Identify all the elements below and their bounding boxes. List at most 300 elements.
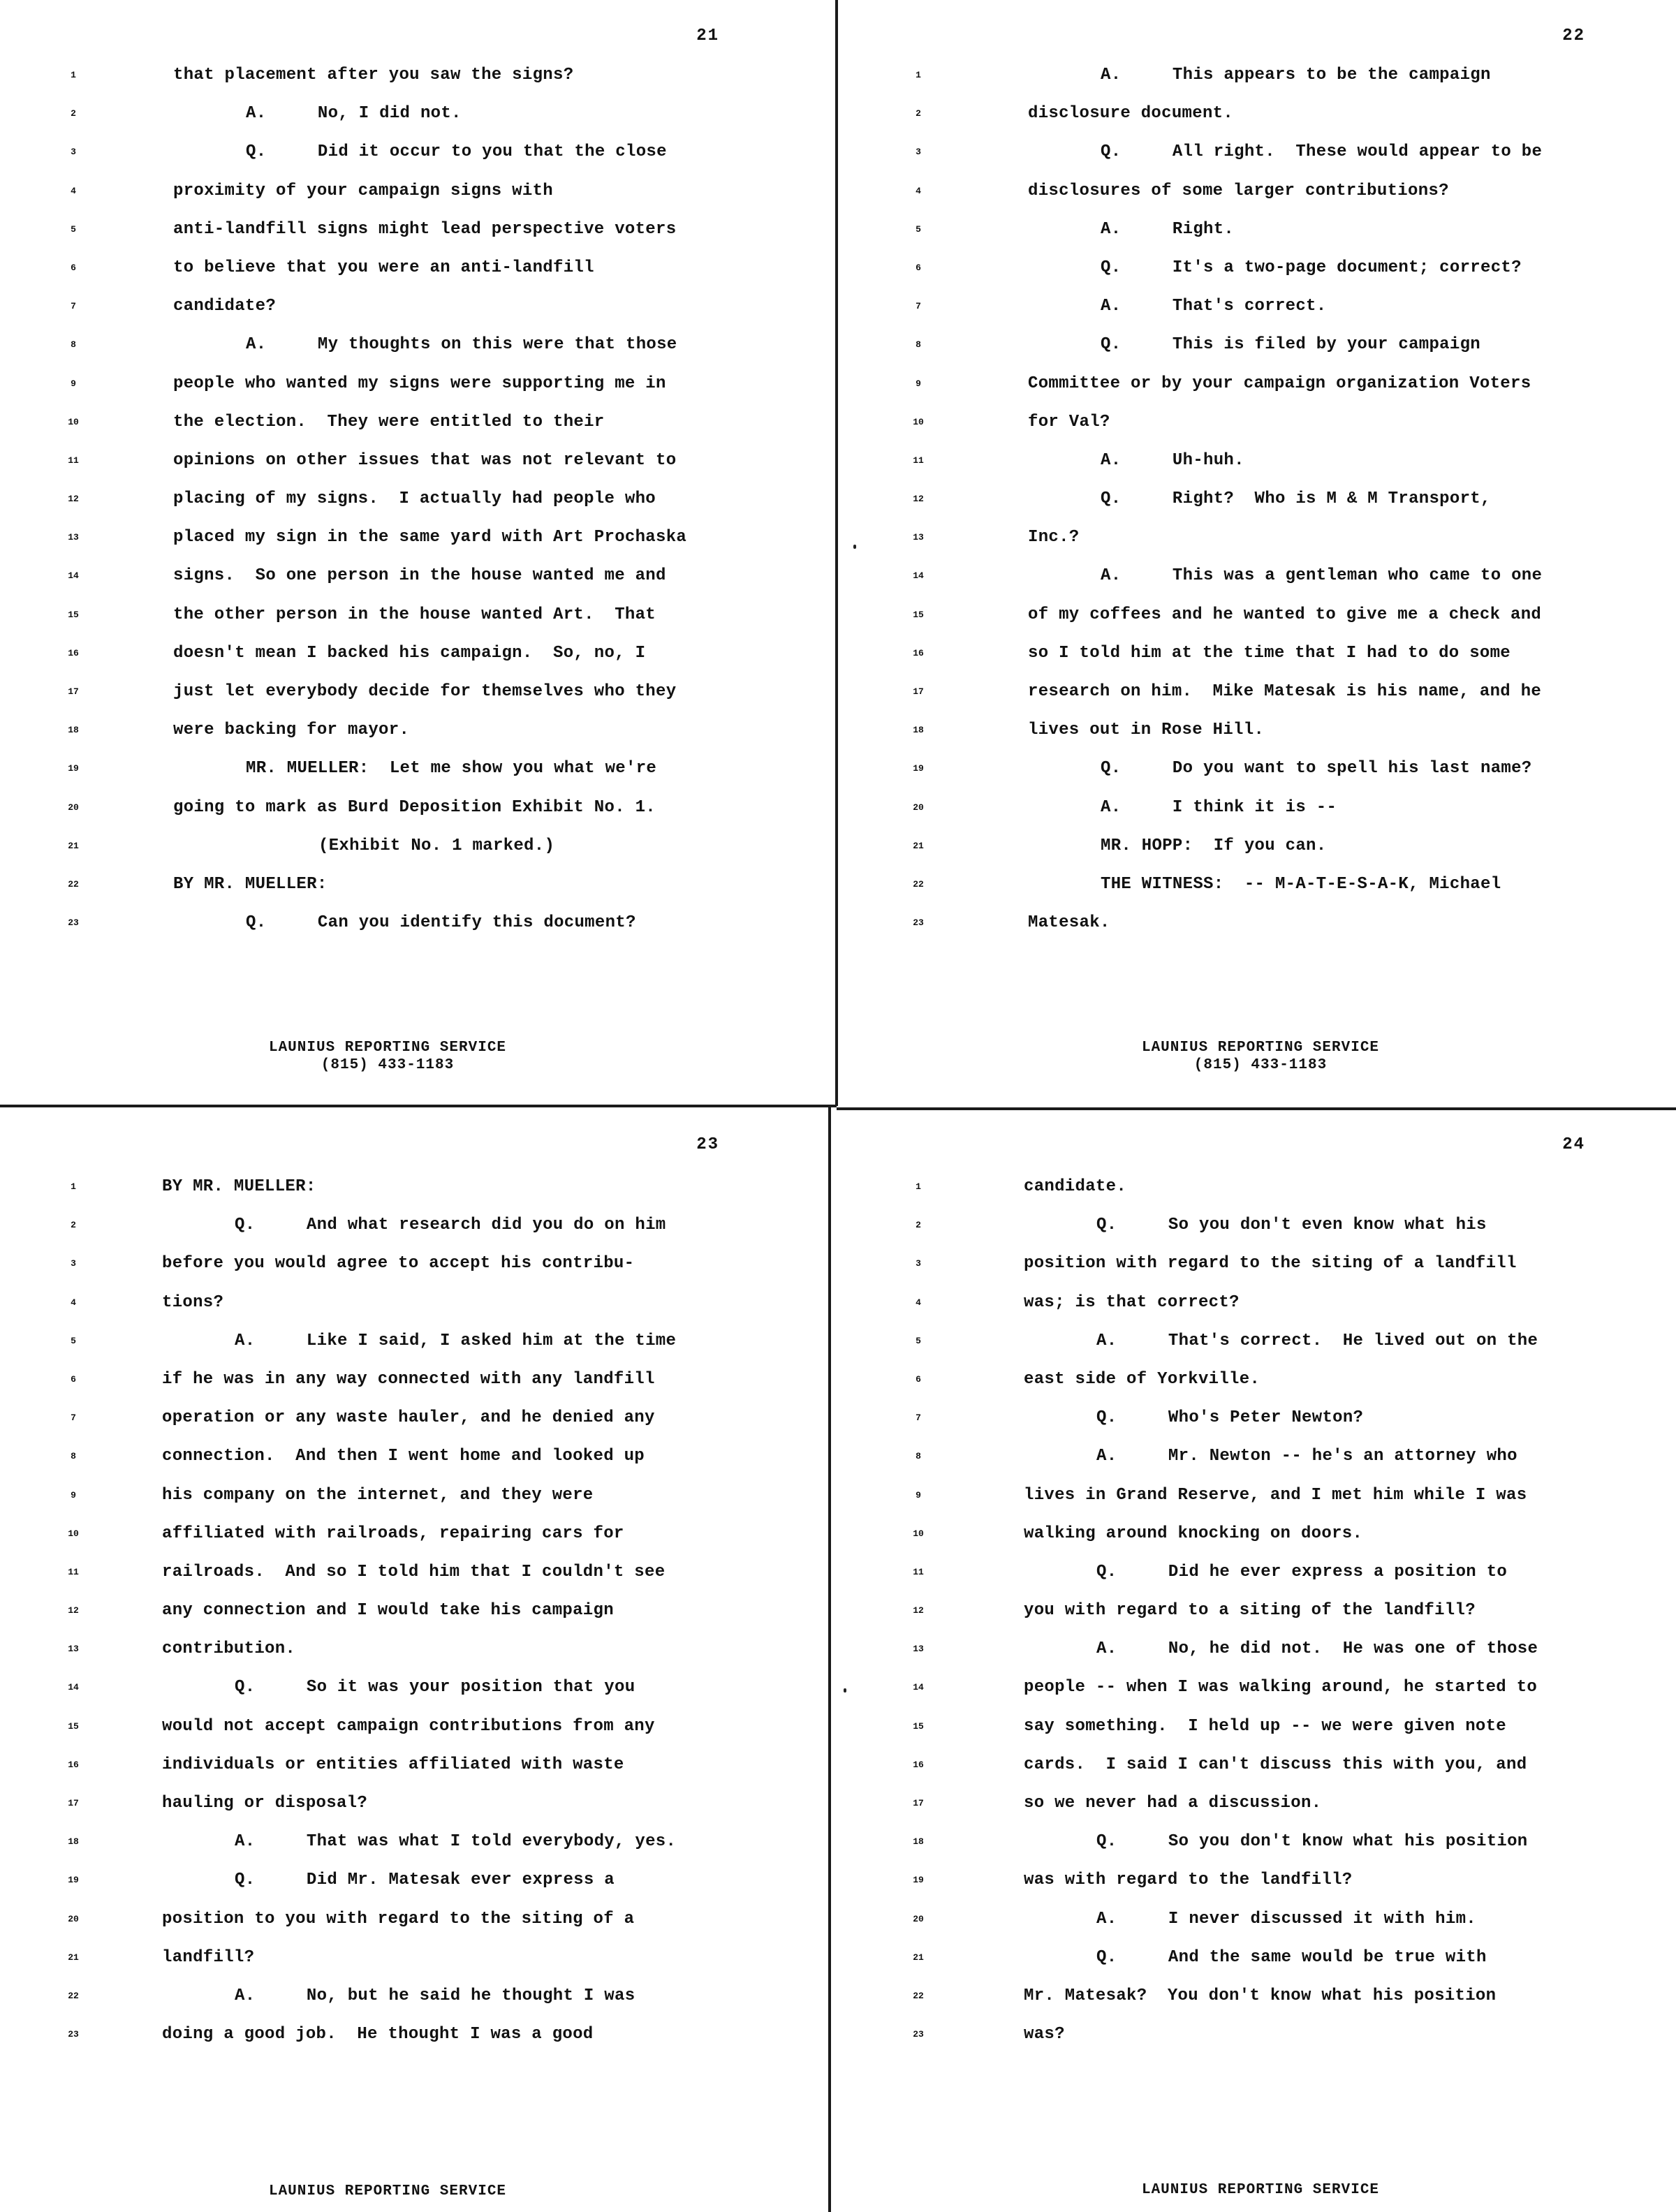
line-text: for Val? bbox=[1028, 412, 1110, 432]
transcript-line bbox=[845, 721, 1676, 759]
transcript-line bbox=[845, 1832, 1676, 1871]
line-number: 11 bbox=[913, 455, 924, 466]
line-text: candidate? bbox=[173, 297, 277, 316]
transcript-line bbox=[845, 66, 1676, 104]
line-number: 18 bbox=[913, 725, 924, 736]
line-text: the other person in the house wanted Art. That bbox=[173, 605, 656, 624]
line-text: Q. Can you identify this document? bbox=[246, 913, 636, 933]
line-text: MR. MUELLER: Let me show you what we're bbox=[246, 759, 657, 779]
transcript-page-22 bbox=[845, 0, 1676, 1103]
line-text: MR. HOPP: If you can. bbox=[1101, 836, 1327, 855]
line-number: 8 bbox=[916, 339, 921, 351]
line-text: Q. It's a two-page document; correct? bbox=[1101, 258, 1522, 277]
transcript-line bbox=[845, 1370, 1676, 1408]
line-number: 18 bbox=[68, 1836, 79, 1848]
transcript-line bbox=[845, 451, 1676, 489]
line-text: people -- when I was walking around, he started to bbox=[1024, 1678, 1538, 1697]
line-number: 10 bbox=[913, 416, 924, 427]
transcript-line bbox=[845, 413, 1676, 451]
line-text: would not accept campaign contributions from any bbox=[162, 1716, 655, 1736]
transcript-line bbox=[0, 1563, 831, 1601]
line-number: 17 bbox=[68, 686, 79, 697]
reporter-footer bbox=[845, 2181, 1676, 2199]
line-text: to believe that you were an anti-landfill bbox=[173, 258, 594, 277]
line-text: A. This appears to be the campaign bbox=[1101, 66, 1491, 84]
line-number: 22 bbox=[913, 1990, 924, 2001]
line-number: 9 bbox=[916, 378, 921, 389]
transcript-line bbox=[0, 1408, 831, 1447]
transcript-line bbox=[0, 258, 831, 297]
transcript-line bbox=[0, 1293, 831, 1332]
line-number: 4 bbox=[71, 185, 76, 196]
line-number: 5 bbox=[71, 1335, 76, 1346]
line-text: Q. So it was your position that you bbox=[235, 1678, 635, 1697]
line-text: placed my sign in the same yard with Art Prochaska bbox=[173, 528, 687, 547]
line-text: Q. Did it occur to you that the close bbox=[246, 142, 667, 162]
line-number: 15 bbox=[68, 1720, 79, 1732]
transcript-line bbox=[0, 1177, 831, 1216]
line-number: 8 bbox=[71, 339, 76, 351]
line-number: 12 bbox=[68, 1605, 79, 1616]
transcript-lines bbox=[845, 66, 1676, 952]
line-number: 12 bbox=[68, 494, 79, 505]
line-number: 21 bbox=[68, 1952, 79, 1963]
line-text: say something. I held up -- we were given note bbox=[1024, 1716, 1507, 1736]
line-text: Q. And what research did you do on him bbox=[235, 1216, 666, 1235]
transcript-line bbox=[0, 1601, 831, 1639]
transcript-line bbox=[0, 1986, 831, 2025]
transcript-page-24 bbox=[845, 1109, 1676, 2212]
line-number: 16 bbox=[913, 647, 924, 658]
transcript-line bbox=[0, 528, 831, 566]
line-number: 11 bbox=[68, 1566, 79, 1577]
line-number: 10 bbox=[68, 1528, 79, 1539]
line-text: lives out in Rose Hill. bbox=[1028, 721, 1265, 740]
transcript-line bbox=[845, 913, 1676, 952]
horizontal-divider-left bbox=[0, 1105, 837, 1107]
reporter-name: LAUNIUS REPORTING SERVICE bbox=[268, 2183, 507, 2199]
transcript-line bbox=[0, 566, 831, 605]
transcript-line bbox=[845, 1408, 1676, 1447]
reporter-phone: (815) 433-1183 bbox=[1193, 1057, 1328, 1073]
transcript-line bbox=[845, 104, 1676, 142]
line-text: A. Uh-huh. bbox=[1101, 450, 1244, 470]
line-number: 8 bbox=[916, 1451, 921, 1462]
line-number: 16 bbox=[68, 647, 79, 658]
line-text: was? bbox=[1024, 2025, 1065, 2044]
transcript-line bbox=[0, 66, 831, 104]
line-text: his company on the internet, and they were bbox=[162, 1485, 594, 1505]
line-number: 1 bbox=[71, 70, 76, 80]
line-text: railroads. And so I told him that I couldn't see bbox=[162, 1562, 666, 1581]
transcript-line bbox=[0, 1524, 831, 1563]
transcript-line bbox=[845, 1563, 1676, 1601]
line-text: affiliated with railroads, repairing cars for bbox=[162, 1524, 624, 1543]
transcript-line bbox=[845, 220, 1676, 258]
transcript-line bbox=[845, 605, 1676, 644]
line-number: 2 bbox=[71, 1220, 76, 1231]
line-number: 1 bbox=[916, 70, 921, 80]
line-text: Inc.? bbox=[1028, 528, 1080, 547]
transcript-line bbox=[845, 297, 1676, 335]
line-text: was with regard to the landfill? bbox=[1024, 1871, 1353, 1890]
line-number: 22 bbox=[913, 878, 924, 890]
line-text: candidate. bbox=[1024, 1177, 1127, 1196]
transcript-line bbox=[0, 836, 831, 875]
transcript-line bbox=[845, 1254, 1676, 1292]
line-text: Q. All right. These would appear to be bbox=[1101, 142, 1543, 162]
line-text: A. No, he did not. He was one of those bbox=[1096, 1639, 1538, 1659]
line-text: doing a good job. He thought I was a good bbox=[162, 2025, 594, 2044]
line-number: 6 bbox=[71, 1373, 76, 1385]
line-text: position to you with regard to the siting of a bbox=[162, 1909, 635, 1929]
line-number: 2 bbox=[916, 108, 921, 119]
line-number: 3 bbox=[916, 147, 921, 158]
transcript-line bbox=[0, 451, 831, 489]
transcript-lines bbox=[0, 1177, 831, 2063]
line-text: Q. Did he ever express a position to bbox=[1096, 1562, 1508, 1581]
transcript-line bbox=[845, 1948, 1676, 1986]
line-text: placing of my signs. I actually had people who bbox=[173, 489, 656, 509]
line-number: 17 bbox=[913, 1798, 924, 1808]
transcript-line bbox=[845, 528, 1676, 566]
line-number: 1 bbox=[916, 1181, 921, 1192]
line-text: going to mark as Burd Deposition Exhibit No. 1. bbox=[173, 797, 656, 817]
transcript-line bbox=[845, 335, 1676, 374]
line-number: 6 bbox=[916, 262, 921, 273]
transcript-page-23 bbox=[0, 1109, 831, 2212]
transcript-line bbox=[0, 644, 831, 682]
transcript-line bbox=[0, 1871, 831, 1909]
line-text: A. That's correct. bbox=[1101, 297, 1327, 316]
line-number: 20 bbox=[913, 1913, 924, 1924]
transcript-line bbox=[0, 335, 831, 374]
reporter-name: LAUNIUS REPORTING SERVICE bbox=[268, 1040, 507, 1056]
page-number: 23 bbox=[696, 1135, 719, 1154]
line-number: 21 bbox=[68, 840, 79, 851]
line-number: 23 bbox=[913, 2029, 924, 2040]
line-text: BY MR. MUELLER: bbox=[162, 1177, 316, 1196]
transcript-line bbox=[845, 1871, 1676, 1909]
line-text: Q. This is filed by your campaign bbox=[1101, 335, 1480, 355]
transcript-line bbox=[0, 220, 831, 258]
transcript-line bbox=[845, 644, 1676, 682]
line-text: hauling or disposal? bbox=[162, 1794, 368, 1813]
line-text: doesn't mean I backed his campaign. So, no, I bbox=[173, 643, 646, 663]
transcript-line bbox=[0, 1948, 831, 1986]
line-number: 4 bbox=[916, 1297, 921, 1308]
line-number: 3 bbox=[71, 147, 76, 158]
line-number: 14 bbox=[913, 570, 924, 582]
transcript-line bbox=[845, 1755, 1676, 1794]
transcript-line bbox=[0, 1486, 831, 1524]
line-number: 23 bbox=[913, 917, 924, 929]
line-number: 23 bbox=[68, 2029, 79, 2040]
line-text: A. Mr. Newton -- he's an attorney who bbox=[1096, 1447, 1517, 1466]
line-number: 12 bbox=[913, 1605, 924, 1616]
line-text: so I told him at the time that I had to do some bbox=[1028, 643, 1511, 663]
line-number: 1 bbox=[71, 1181, 76, 1192]
transcript-line bbox=[0, 1910, 831, 1948]
transcript-line bbox=[845, 1524, 1676, 1563]
line-number: 10 bbox=[68, 416, 79, 427]
line-number: 19 bbox=[68, 763, 79, 774]
transcript-line bbox=[845, 489, 1676, 528]
transcript-line bbox=[0, 1794, 831, 1832]
line-text: A. Right. bbox=[1101, 219, 1235, 239]
line-text: A. No, I did not. bbox=[246, 104, 462, 124]
line-number: 21 bbox=[913, 1952, 924, 1963]
line-number: 22 bbox=[68, 1990, 79, 2001]
line-text: Q. Who's Peter Newton? bbox=[1096, 1408, 1364, 1428]
line-number: 13 bbox=[913, 532, 924, 543]
line-number: 4 bbox=[916, 185, 921, 196]
line-number: 18 bbox=[913, 1836, 924, 1848]
line-number: 9 bbox=[71, 378, 76, 389]
transcript-line bbox=[845, 1332, 1676, 1370]
line-text: the election. They were entitled to their bbox=[173, 412, 605, 432]
transcript-line bbox=[0, 798, 831, 836]
line-number: 7 bbox=[916, 1413, 921, 1424]
transcript-line bbox=[845, 1447, 1676, 1485]
line-text: tions? bbox=[162, 1292, 224, 1312]
line-text: A. I never discussed it with him. bbox=[1096, 1909, 1476, 1929]
line-number: 5 bbox=[71, 223, 76, 235]
transcript-line bbox=[845, 2025, 1676, 2063]
line-text: just let everybody decide for themselves who they bbox=[173, 682, 677, 701]
transcript-line bbox=[845, 1794, 1676, 1832]
line-number: 5 bbox=[916, 1335, 921, 1346]
line-text: anti-landfill signs might lead perspective voters bbox=[173, 219, 677, 239]
vertical-divider-top bbox=[835, 0, 838, 1106]
line-text: any connection and I would take his campaign bbox=[162, 1601, 614, 1621]
transcript-line bbox=[0, 2025, 831, 2063]
transcript-line bbox=[845, 182, 1676, 220]
line-number: 14 bbox=[68, 1682, 79, 1693]
transcript-line bbox=[0, 1447, 831, 1485]
transcript-line bbox=[0, 1832, 831, 1871]
transcript-line bbox=[845, 1986, 1676, 2025]
line-number: 2 bbox=[916, 1220, 921, 1231]
line-number: 14 bbox=[68, 570, 79, 582]
page-number: 24 bbox=[1562, 1135, 1585, 1154]
line-text: walking around knocking on doors. bbox=[1024, 1524, 1363, 1543]
line-text: A. My thoughts on this were that those bbox=[246, 335, 677, 355]
line-text: A. I think it is -- bbox=[1101, 797, 1337, 817]
line-number: 11 bbox=[913, 1566, 924, 1577]
line-number: 13 bbox=[68, 1644, 79, 1655]
line-text: A. No, but he said he thought I was bbox=[235, 1986, 635, 2005]
line-text: opinions on other issues that was not relevant to bbox=[173, 450, 677, 470]
line-number: 7 bbox=[71, 1413, 76, 1424]
transcript-line bbox=[0, 875, 831, 913]
transcript-line bbox=[0, 142, 831, 181]
line-number: 23 bbox=[68, 917, 79, 929]
transcript-line bbox=[0, 1639, 831, 1678]
line-number: 21 bbox=[913, 840, 924, 851]
transcript-line bbox=[845, 374, 1676, 413]
line-text: signs. So one person in the house wanted me and bbox=[173, 566, 666, 586]
transcript-line bbox=[0, 1254, 831, 1292]
reporter-phone: (815) 433-1183 bbox=[321, 1057, 455, 1073]
line-number: 15 bbox=[913, 609, 924, 620]
line-text: Q. So you don't know what his position bbox=[1096, 1832, 1528, 1852]
line-number: 13 bbox=[913, 1644, 924, 1655]
transcript-line bbox=[845, 798, 1676, 836]
line-text: Q. And the same would be true with bbox=[1096, 1947, 1487, 1967]
transcript-line bbox=[0, 721, 831, 759]
line-number: 13 bbox=[68, 532, 79, 543]
transcript-line bbox=[0, 1370, 831, 1408]
line-number: 6 bbox=[916, 1373, 921, 1385]
transcript-line bbox=[0, 489, 831, 528]
transcript-line bbox=[0, 1678, 831, 1716]
line-text: lives in Grand Reserve, and I met him while I was bbox=[1024, 1485, 1527, 1505]
line-text: cards. I said I can't discuss this with you, and bbox=[1024, 1755, 1527, 1774]
line-number: 6 bbox=[71, 262, 76, 273]
transcript-line bbox=[845, 1486, 1676, 1524]
transcript-line bbox=[0, 104, 831, 142]
line-number: 22 bbox=[68, 878, 79, 890]
transcript-line bbox=[0, 374, 831, 413]
line-number: 8 bbox=[71, 1451, 76, 1462]
line-number: 10 bbox=[913, 1528, 924, 1539]
transcript-lines bbox=[845, 1177, 1676, 2063]
page-number: 22 bbox=[1562, 27, 1585, 45]
transcript-line bbox=[845, 1177, 1676, 1216]
line-text: contribution. bbox=[162, 1639, 296, 1659]
line-text: A. Like I said, I asked him at the time bbox=[235, 1331, 677, 1350]
transcript-line bbox=[0, 1332, 831, 1370]
line-number: 19 bbox=[913, 1875, 924, 1886]
transcript-line bbox=[0, 413, 831, 451]
line-text: before you would agree to accept his contribu- bbox=[162, 1254, 635, 1274]
line-text: individuals or entities affiliated with waste bbox=[162, 1755, 624, 1774]
line-number: 20 bbox=[68, 802, 79, 813]
reporter-name: LAUNIUS REPORTING SERVICE bbox=[1141, 2182, 1380, 2198]
line-text: landfill? bbox=[162, 1947, 255, 1967]
transcript-line bbox=[0, 759, 831, 797]
line-text: disclosures of some larger contributions? bbox=[1028, 181, 1449, 200]
reporter-footer bbox=[845, 1039, 1676, 1074]
transcript-line bbox=[0, 913, 831, 952]
line-text: A. This was a gentleman who came to one bbox=[1101, 566, 1543, 586]
transcript-line bbox=[0, 682, 831, 721]
transcript-lines bbox=[0, 66, 831, 952]
line-text: so we never had a discussion. bbox=[1024, 1794, 1322, 1813]
transcript-line bbox=[845, 566, 1676, 605]
line-number: 7 bbox=[916, 301, 921, 312]
line-text: you with regard to a siting of the landfill? bbox=[1024, 1601, 1476, 1621]
line-number: 12 bbox=[913, 494, 924, 505]
line-text: THE WITNESS: -- M-A-T-E-S-A-K, Michael bbox=[1101, 874, 1501, 894]
transcript-line bbox=[845, 1639, 1676, 1678]
line-number: 19 bbox=[68, 1875, 79, 1886]
transcript-line bbox=[845, 258, 1676, 297]
line-number: 2 bbox=[71, 108, 76, 119]
line-number: 18 bbox=[68, 725, 79, 736]
transcript-line bbox=[845, 1601, 1676, 1639]
transcript-line bbox=[845, 1910, 1676, 1948]
line-number: 16 bbox=[68, 1759, 79, 1770]
transcript-line bbox=[0, 297, 831, 335]
line-text: Q. Right? Who is M & M Transport, bbox=[1101, 489, 1491, 509]
transcript-line bbox=[845, 759, 1676, 797]
line-text: BY MR. MUELLER: bbox=[173, 874, 328, 894]
transcript-line bbox=[845, 1678, 1676, 1716]
transcript-line bbox=[845, 1216, 1676, 1254]
line-text: east side of Yorkville. bbox=[1024, 1369, 1260, 1389]
line-number: 15 bbox=[68, 609, 79, 620]
transcript-line bbox=[0, 1755, 831, 1794]
line-text: operation or any waste hauler, and he denied any bbox=[162, 1408, 655, 1428]
line-number: 7 bbox=[71, 301, 76, 312]
line-number: 11 bbox=[68, 455, 79, 466]
line-text: proximity of your campaign signs with bbox=[173, 181, 553, 200]
line-text: if he was in any way connected with any landfill bbox=[162, 1369, 655, 1389]
transcript-line bbox=[845, 1293, 1676, 1332]
line-text: position with regard to the siting of a landfill bbox=[1024, 1254, 1517, 1274]
line-number: 3 bbox=[71, 1258, 76, 1269]
transcript-line bbox=[845, 682, 1676, 721]
line-text: Mr. Matesak? You don't know what his position bbox=[1024, 1986, 1497, 2005]
line-text: that placement after you saw the signs? bbox=[173, 66, 574, 84]
line-text: was; is that correct? bbox=[1024, 1292, 1240, 1312]
line-text: connection. And then I went home and looked up bbox=[162, 1447, 645, 1466]
line-text: Committee or by your campaign organization Voters bbox=[1028, 374, 1531, 393]
line-number: 14 bbox=[913, 1682, 924, 1693]
line-number: 15 bbox=[913, 1720, 924, 1732]
line-number: 9 bbox=[71, 1489, 76, 1501]
line-number: 5 bbox=[916, 223, 921, 235]
transcript-line bbox=[845, 1717, 1676, 1755]
line-text: A. That was what I told everybody, yes. bbox=[235, 1832, 677, 1852]
line-text: Matesak. bbox=[1028, 913, 1110, 933]
transcript-page-21 bbox=[0, 0, 831, 1103]
transcript-line bbox=[0, 1717, 831, 1755]
line-text: Q. Did Mr. Matesak ever express a bbox=[235, 1871, 615, 1890]
line-number: 17 bbox=[68, 1798, 79, 1808]
line-number: 16 bbox=[913, 1759, 924, 1770]
line-text: Q. So you don't even know what his bbox=[1096, 1216, 1487, 1235]
line-text: of my coffees and he wanted to give me a check and bbox=[1028, 605, 1542, 624]
line-number: 19 bbox=[913, 763, 924, 774]
line-number: 20 bbox=[68, 1913, 79, 1924]
line-text: Q. Do you want to spell his last name? bbox=[1101, 759, 1532, 779]
line-text: (Exhibit No. 1 marked.) bbox=[318, 836, 555, 855]
reporter-name: LAUNIUS REPORTING SERVICE bbox=[1141, 1040, 1380, 1056]
transcript-line bbox=[0, 1216, 831, 1254]
transcript-line bbox=[0, 182, 831, 220]
line-number: 17 bbox=[913, 686, 924, 697]
transcript-line bbox=[0, 605, 831, 644]
line-text: research on him. Mike Matesak is his name, and he bbox=[1028, 682, 1542, 701]
line-text: disclosure document. bbox=[1028, 104, 1234, 124]
line-number: 3 bbox=[916, 1258, 921, 1269]
transcript-line bbox=[845, 836, 1676, 875]
line-number: 9 bbox=[916, 1489, 921, 1501]
reporter-footer bbox=[0, 1039, 803, 1074]
transcript-line bbox=[845, 142, 1676, 181]
page-number: 21 bbox=[696, 27, 719, 45]
line-number: 4 bbox=[71, 1297, 76, 1308]
line-number: 20 bbox=[913, 802, 924, 813]
line-text: were backing for mayor. bbox=[173, 721, 410, 740]
line-text: A. That's correct. He lived out on the bbox=[1096, 1331, 1538, 1350]
transcript-line bbox=[845, 875, 1676, 913]
line-text: people who wanted my signs were supporting me in bbox=[173, 374, 666, 393]
reporter-footer bbox=[0, 2183, 803, 2200]
